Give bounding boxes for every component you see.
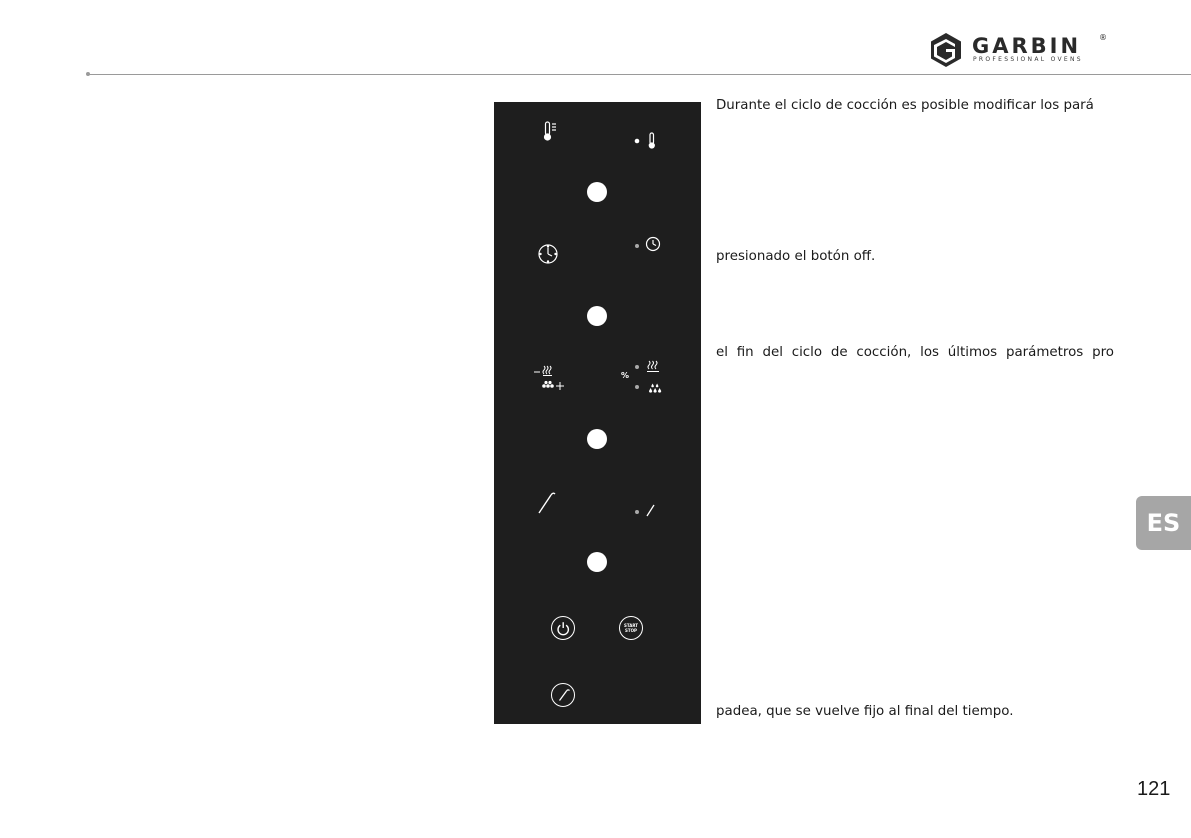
stop-label: STOP: [625, 628, 637, 633]
probe-indicator-dot: [635, 510, 639, 514]
word: del: [762, 345, 783, 360]
word: de: [830, 345, 848, 360]
garbin-logo: [928, 32, 1108, 72]
thermometer-settings-icon: [545, 122, 557, 140]
word: los: [920, 345, 939, 360]
steam-indicator-dot: [635, 365, 639, 369]
humidity-settings-icon: [534, 366, 564, 390]
power-icon: [552, 617, 576, 641]
core-probe-settings-icon: [539, 493, 555, 513]
core-probe-button[interactable]: [551, 683, 575, 707]
brand-tagline: PROFESSIONAL OVENS: [973, 56, 1083, 63]
control-panel: [494, 102, 701, 724]
humidity-percent-label: %: [621, 371, 630, 380]
clock-settings-icon: [539, 245, 557, 263]
word: fin: [736, 345, 754, 360]
brand-name: GARBIN: [972, 34, 1082, 58]
word: ciclo: [791, 345, 823, 360]
start-label: START: [623, 623, 639, 628]
garbin-logo-mark-icon: [928, 32, 964, 68]
core-probe-icon: [647, 505, 654, 516]
core-probe-button-icon: [552, 684, 576, 708]
text-line-1: Durante el ciclo de cocción es posible modificar los pará: [716, 98, 1094, 113]
word: pro: [1092, 345, 1114, 360]
text-line-4: padea, que se vuelve fijo al final del tiempo.: [716, 704, 1014, 719]
water-indicator-dot: [635, 385, 639, 389]
start-stop-button[interactable]: [619, 616, 643, 640]
time-knob[interactable]: [587, 306, 607, 326]
header-rule: [88, 74, 1191, 75]
word: parámetros: [1005, 345, 1084, 360]
power-button[interactable]: [551, 616, 575, 640]
time-indicator-dot: [635, 244, 639, 248]
text-line-3: [716, 345, 1114, 360]
word: el: [716, 345, 728, 360]
word: últimos: [947, 345, 998, 360]
temperature-knob[interactable]: [587, 182, 607, 202]
word: cocción,: [856, 345, 912, 360]
probe-knob[interactable]: [587, 552, 607, 572]
humidity-knob[interactable]: [587, 429, 607, 449]
clock-icon: [647, 238, 660, 251]
steam-icon: [647, 361, 659, 372]
page-number: 121: [1137, 778, 1171, 800]
language-tab: ES: [1136, 496, 1191, 550]
text-line-2: presionado el botón off.: [716, 249, 876, 264]
thermometer-icon: [649, 133, 654, 148]
brand-trademark: ®: [1099, 33, 1107, 42]
water-drops-icon: [649, 384, 661, 393]
temperature-indicator-dot: [635, 139, 640, 144]
